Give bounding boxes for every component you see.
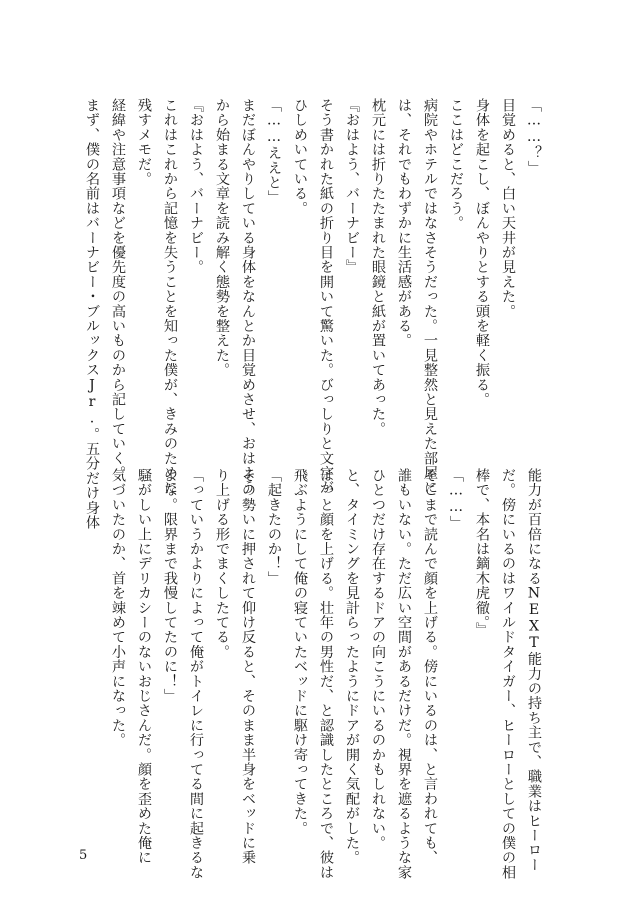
text-line: 『おはよう、バーナビー。 (188, 98, 204, 275)
text-line: 身体を起こし、ぼんやりとする頭を軽く振る。 (474, 98, 490, 407)
text-line: 棒で、本名は鏑木虎徹。』 (474, 468, 490, 638)
text-line: から始まる文章を読み解く態勢を整えた。 (214, 98, 230, 378)
text-line: 誰もいない。ただ広い空間があるだけだ。視界を遮るような家 (396, 468, 412, 880)
text-line: ひとつだけ存在するドアの向こうにいるのかもしれない。 (370, 468, 386, 851)
text-line: 能力が百倍になるNEXT能力の持ち主で、職業はヒーロー (526, 468, 542, 873)
text-line: 病院やホテルではなさそうだった。一見整然と見えた部屋に (422, 98, 438, 495)
text-line: は、それでもわずかに生活感がある。 (396, 98, 412, 348)
text-line: 「……」 (448, 468, 464, 531)
text-line: 残すメモだ。 (136, 98, 152, 187)
text-line: ひしめいている。 (292, 98, 308, 216)
text-line: よな。限界まで我慢してたのに！」 (162, 468, 178, 704)
text-line: 枕元には折りたたまれた眼鏡と紙が置いてあった。 (370, 98, 386, 437)
text-line: 経緯や注意事項などを優先度の高いものから記していく。 (110, 98, 126, 481)
text-line: り上げる形でまくしたてる。 (214, 468, 230, 660)
text-line: その勢いに押されて仰け反ると、そのまま半身をベッドに乗 (240, 468, 256, 865)
text-line: 「……ええと」 (266, 98, 282, 205)
text-line: 目覚めると、白い天井が見えた。 (500, 98, 516, 319)
text-line: 飛ぶようにして俺の寝ていたベッドに駆け寄ってきた。 (292, 468, 308, 836)
lower-text-block (105, 468, 547, 880)
text-line: 騒がしい上にデリカシーのないおじさんだ。顔を歪めた俺に (136, 468, 152, 865)
text-line: これはこれから記憶を失うことを知った僕が、きみのために (162, 98, 178, 495)
text-line: そう書かれた紙の折り目を開いて驚いた。びっしりと文字が (318, 98, 334, 495)
text-line: 気づいたのか、首を竦めて小声になった。 (110, 468, 126, 748)
text-line: 「……？」 (526, 98, 542, 176)
text-line: だ。傍にいるのはワイルドタイガー、ヒーローとしての僕の相 (500, 468, 516, 880)
text-line: まだぼんやりしている身体をなんとか目覚めさせ、おはよう (240, 98, 256, 495)
text-line: そこまで読んで顔を上げる。傍にいるのは、と言われても、 (422, 468, 438, 865)
text-line: はっと顔を上げる。壮年の男性だ、と認識したところで、彼は (318, 468, 334, 880)
page-number: 5 (79, 848, 88, 863)
text-line: 「っていうかよりによって俺がトイレに行ってる間に起きるな (188, 468, 204, 880)
text-line: と、タイミングを見計らったようにドアが開く気配がした。 (344, 468, 360, 865)
text-line: 『おはよう、バーナビー』 (344, 98, 360, 275)
text-line: まず、僕の名前はバーナビー・ブルックスJr.。五分だけ身体 (84, 98, 100, 530)
text-line: 「起きたのか！」 (266, 468, 282, 586)
text-line: ここはどこだろう。 (448, 98, 464, 231)
